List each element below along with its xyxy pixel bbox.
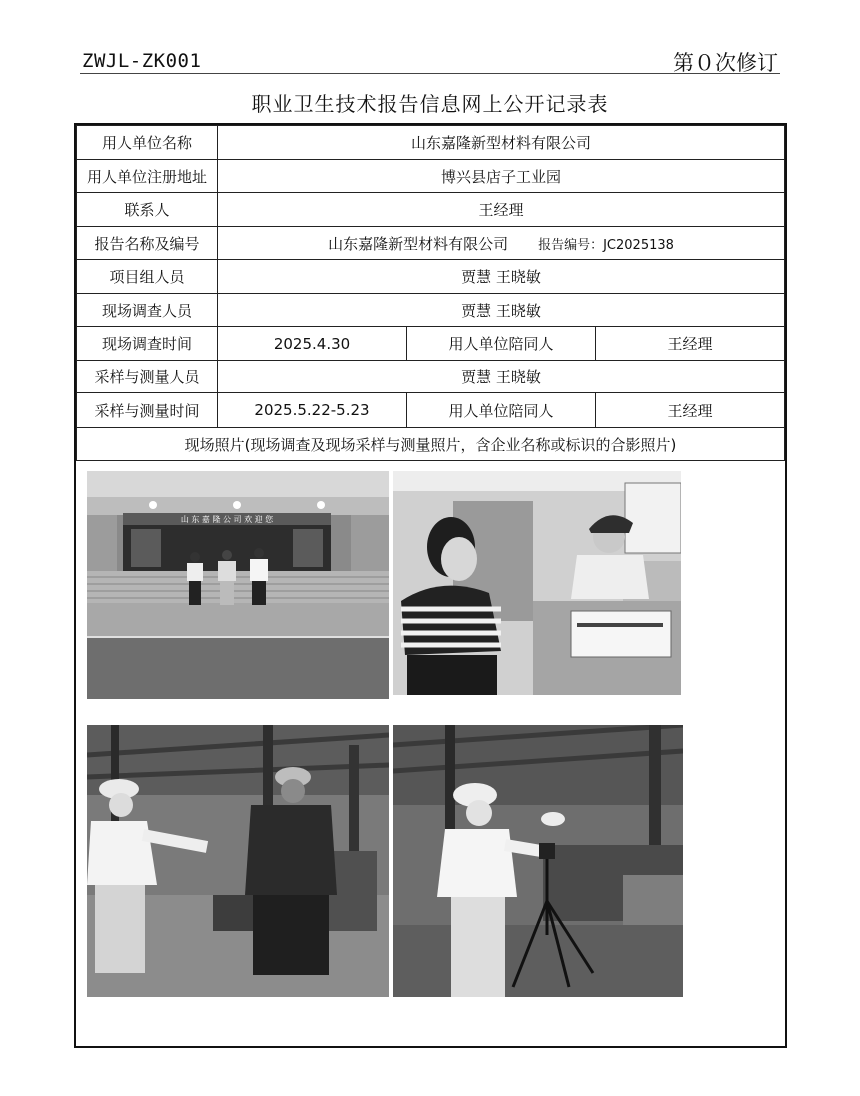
unit-address-value: 博兴县店子工业园	[218, 160, 785, 193]
project-team-value: 贾慧 王晓敏	[218, 260, 785, 294]
info-table	[76, 125, 785, 461]
unit-address-label: 用人单位注册地址	[77, 160, 218, 193]
record-form	[74, 123, 787, 1048]
sampling-escort-label: 用人单位陪同人	[407, 393, 596, 428]
project-team-label: 项目组人员	[77, 260, 218, 294]
revision-label: 第０次修订	[673, 51, 778, 75]
photo-entrance-group	[87, 471, 389, 699]
row-project-team	[77, 260, 785, 294]
report-value	[218, 227, 785, 260]
survey-escort-value: 王经理	[596, 327, 785, 361]
photo-office-survey	[393, 471, 681, 695]
row-survey-time	[77, 327, 785, 361]
page-title: 职业卫生技术报告信息网上公开记录表	[251, 92, 609, 116]
sampling-escort-value: 王经理	[596, 393, 785, 428]
sampling-time-label: 采样与测量时间	[77, 393, 218, 428]
header-rule	[80, 73, 780, 74]
row-unit-name	[77, 126, 785, 160]
sampling-staff-label: 采样与测量人员	[77, 361, 218, 393]
contact-label: 联系人	[77, 193, 218, 227]
survey-time-label: 现场调查时间	[77, 327, 218, 361]
unit-name-value: 山东嘉隆新型材料有限公司	[218, 126, 785, 160]
report-number: 报告编号：JC2025138	[538, 237, 674, 253]
sampling-time-date: 2025.5.22-5.23	[218, 393, 407, 428]
row-contact	[77, 193, 785, 227]
row-sampling-staff	[77, 361, 785, 393]
survey-staff-value: 贾慧 王晓敏	[218, 294, 785, 327]
row-sampling-time	[77, 393, 785, 428]
entrance-sign-text: 山 东 嘉 隆 公 司 欢 迎 您	[180, 515, 274, 524]
photo-caption: 现场照片(现场调查及现场采样与测量照片，含企业名称或标识的合影照片)	[77, 428, 785, 461]
survey-escort-label: 用人单位陪同人	[407, 327, 596, 361]
photo-workshop-measurement	[87, 725, 389, 997]
row-report	[77, 227, 785, 260]
report-label: 报告名称及编号	[77, 227, 218, 260]
sampling-staff-value: 贾慧 王晓敏	[218, 361, 785, 393]
row-survey-staff	[77, 294, 785, 327]
survey-staff-label: 现场调查人员	[77, 294, 218, 327]
row-photo-caption	[77, 428, 785, 461]
report-name: 山东嘉隆新型材料有限公司	[328, 234, 509, 253]
survey-time-date: 2025.4.30	[218, 327, 407, 361]
contact-value: 王经理	[218, 193, 785, 227]
row-unit-address	[77, 160, 785, 193]
document-code: ZWJL-ZK001	[82, 50, 202, 72]
unit-name-label: 用人单位名称	[77, 126, 218, 160]
photo-sampling-tripod	[393, 725, 683, 997]
